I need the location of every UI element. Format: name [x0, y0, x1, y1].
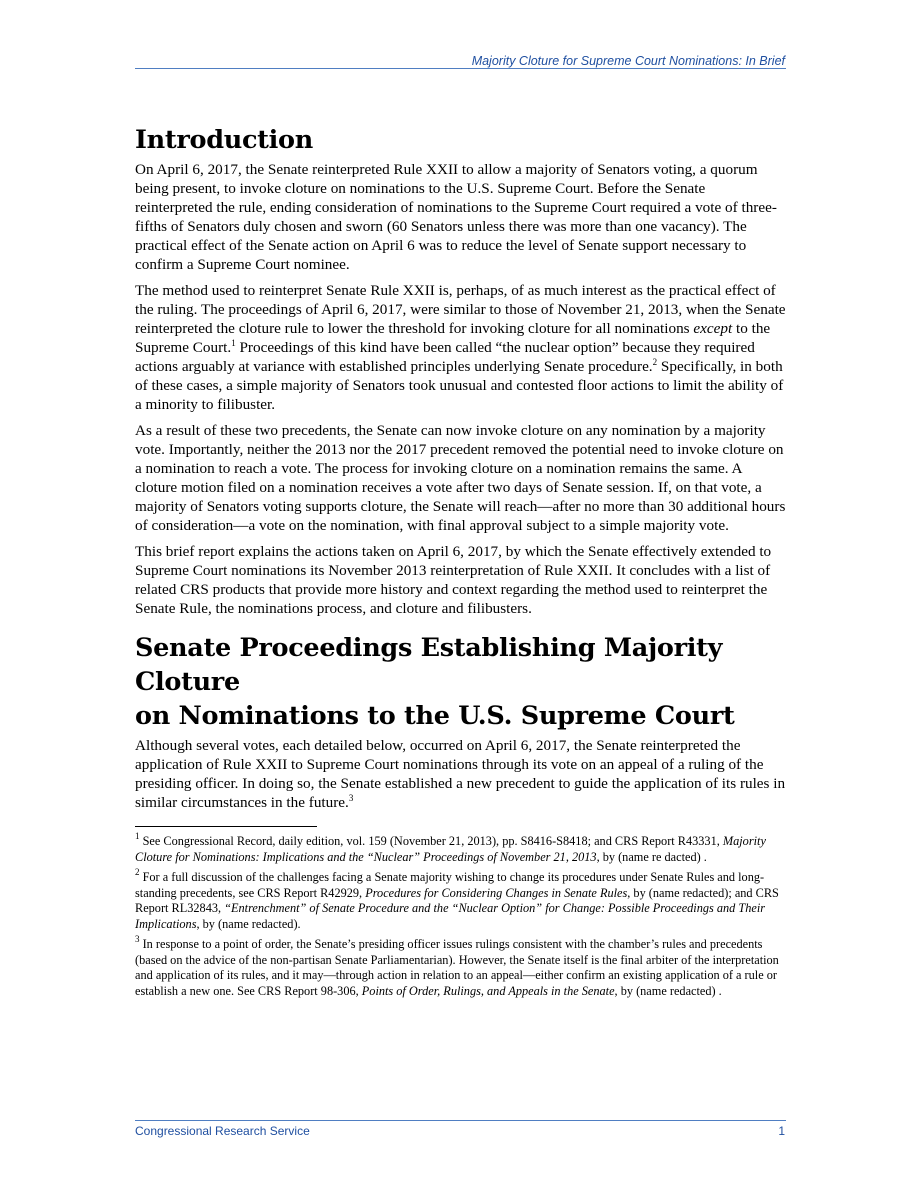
running-header: Majority Cloture for Supreme Court Nominations: In Brief — [471, 54, 785, 68]
intro-p2-emphasis: except — [693, 320, 733, 337]
footnote-ref-1[interactable]: 1 — [231, 338, 236, 348]
intro-p2-text-a: The method used to reinterpret Senate Rule XXII is, perhaps, of as much interest as the practical effect of the ruling. The proceedings of April 6, 2017, were similar to those of November 21, 2013, when the Senate reinterpreted the cloture rule to lower the threshold for invoking cloture for all nominations — [135, 282, 786, 337]
footnote-1-number: 1 — [135, 831, 140, 841]
intro-paragraph-3: As a result of these two precedents, the Senate can now invoke cloture on any nomination by a majority vote. Importantly, neither the 2013 nor the 2017 precedent removed the potential need to invoke cloture on a nomination to reach a vote. The process for invoking cloture on a nomination remains the same. A cloture motion filed on a nomination receives a vote after two days of Senate session. If, on that vote, a majority of Senators voting supports cloture, the Senate will reach—after no more than 30 additional hours of consideration—a vote on the nomination, with final approval subject to a simple majority vote. — [135, 422, 786, 534]
proceedings-p1-text: Although several votes, each detailed below, occurred on April 6, 2017, the Senate reinterpreted the application of Rule XXII to Supreme Court nominations through its vote on an appeal of a ruling of the presiding officer. In doing so, the Senate established a new precedent to guide the application of its rules in similar circumstances in the future. — [135, 737, 786, 811]
footnote-2-number: 2 — [135, 867, 140, 877]
footnote-1-text-a: See Congressional Record, daily edition, vol. 159 (November 21, 2013), pp. S8416-S8418; and CRS Report R43331, — [139, 834, 723, 848]
footer-page-number: 1 — [778, 1124, 785, 1138]
footnote-ref-3[interactable]: 3 — [348, 793, 354, 803]
footnote-ref-2[interactable]: 2 — [652, 357, 658, 367]
proceedings-heading-line-2: on Nominations to the U.S. Supreme Court — [135, 701, 735, 731]
footnote-3 — [135, 934, 786, 999]
footnote-3-text-a: In response to a point of order, the Senate’s presiding officer issues rulings consistent with the chamber’s rules and precedents (based on the advice of the non-partisan Senate Parliamentarian). However, the Senate itself is the final arbiter of the interpretation and application of its rules, and it may—through action in relation to an appeal—either confirm an existing application of a rule or establish a new one. See CRS Report 98-306, — [135, 937, 779, 998]
intro-p2-text-c: Proceedings of this kind have been called “the nuclear option” because they required actions arguably at variance with established principles underlying Senate procedure. — [135, 339, 755, 375]
footnote-2-text-c: , by (name redacted). — [196, 916, 301, 931]
page-content — [135, 123, 786, 1004]
footnote-2-text-b: , by (name redacted); and CRS Report RL32843, — [135, 885, 779, 915]
footnote-3-text-b: , by (name redacted) . — [614, 983, 722, 998]
section-heading-introduction: Introduction — [135, 125, 314, 155]
footnote-2-text-a: For a full discussion of the challenges facing a Senate majority wishing to change its procedures under Senate Rules and long-standing precedents, see CRS Report R42929, — [135, 870, 765, 900]
intro-paragraph-4: This brief report explains the actions taken on April 6, 2017, by which the Senate effectively extended to Supreme Court nominations its November 2013 reinterpretation of Rule XXII. It concludes with a list of related CRS products that provide more history and context regarding the method used to reinterpret the Senate Rule, the nominations process, and cloture and filibusters. — [135, 543, 772, 617]
intro-p2-text-d: Specifically, in both of these cases, a simple majority of Senators took unusual and contested floor actions to limit the ability of a minority to filibuster. — [135, 358, 784, 413]
header-rule — [135, 68, 786, 69]
intro-paragraph-1: On April 6, 2017, the Senate reinterpreted Rule XXII to allow a majority of Senators voting, a quorum being present, to invoke cloture on nominations to the U.S. Supreme Court. Before the Senate reinterpreted the rule, ending consideration of nominations to the Supreme Court required a vote of three-fifths of Senators duly chosen and sworn (60 Senators unless there was more than one vacancy). The practical effect of the Senate action on April 6 was to reduce the level of Senate support necessary to confirm a Supreme Court nominee. — [135, 161, 777, 273]
section-heading-proceedings — [135, 631, 786, 733]
proceedings-heading-line-1: Senate Proceedings Establishing Majority Cloture — [135, 633, 723, 697]
footnote-3-number: 3 — [135, 934, 140, 944]
footer-publisher: Congressional Research Service — [135, 1124, 310, 1138]
intro-paragraph-2 — [135, 281, 786, 414]
footnote-separator — [135, 826, 317, 827]
footnote-2 — [135, 867, 786, 932]
proceedings-paragraph-1 — [135, 736, 786, 812]
footer-rule — [135, 1120, 786, 1121]
intro-p2-text-b: to the Supreme Court. — [135, 320, 771, 356]
footnote-2-title: Procedures for Considering Changes in Senate Rules — [365, 885, 628, 900]
footnote-1 — [135, 831, 786, 865]
footnote-1-title: Majority Cloture for Nominations: Implications and the “Nuclear” Proceedings of November 21, 2013 — [135, 834, 766, 864]
footnote-1-text-b: , by (name re dacted) . — [596, 849, 707, 864]
footnote-2-title-2: “Entrenchment” of Senate Procedure and the “Nuclear Option” for Change: Possible Proceedings and Their Implications — [135, 901, 766, 931]
footnote-3-title: Points of Order, Rulings, and Appeals in the Senate — [361, 983, 615, 998]
